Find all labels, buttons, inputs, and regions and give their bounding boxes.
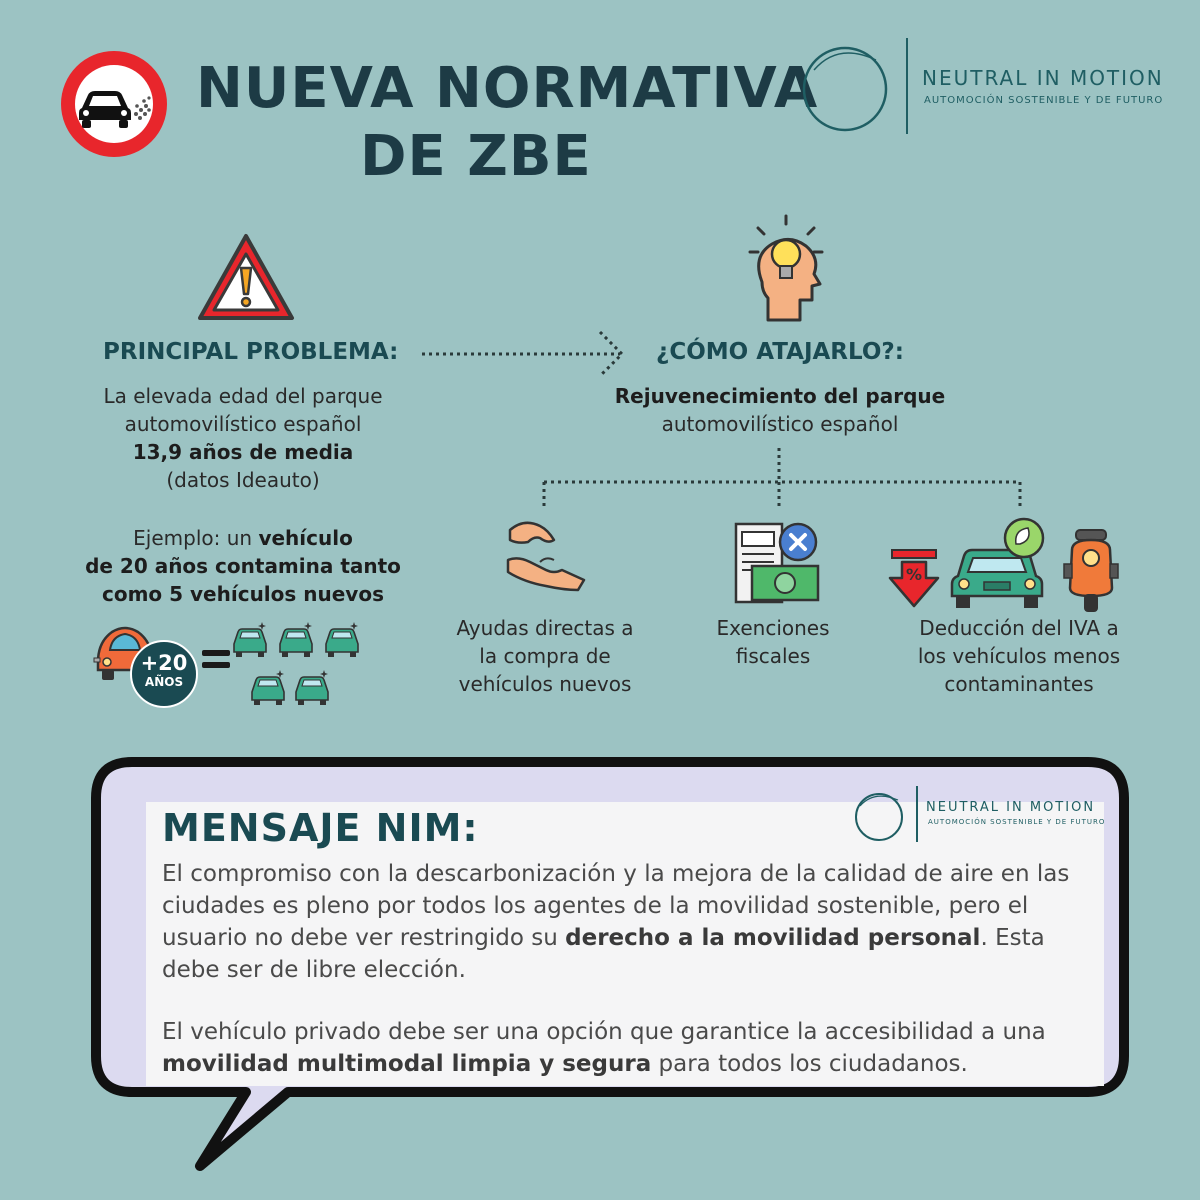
- eco-car-icon: [948, 516, 1050, 612]
- example-line-1: Ejemplo: un vehículo: [133, 526, 353, 550]
- example-line-2: de 20 años contamina tanto: [85, 554, 401, 578]
- arrow-right-icon: [420, 328, 630, 380]
- message-paragraph-2: El vehículo privado debe ser una opción que garantice la accesibilidad a una movilidad multimodal limpia y segura para todos los ciudadanos.: [162, 1019, 1046, 1077]
- problem-average-age: 13,9 años de media: [132, 440, 354, 464]
- helping-hands-icon: [500, 516, 594, 594]
- new-car-icon: [234, 622, 266, 657]
- brand-name: NEUTRAL IN MOTION: [922, 66, 1164, 90]
- idea-head-icon: [744, 212, 828, 324]
- message-brand-tagline: AUTOMOCIÓN SOSTENIBLE Y DE FUTURO: [928, 818, 1106, 826]
- message-brand-logo-icon: [852, 788, 908, 844]
- solution-item-vat-deduction: Deducción del IVA a los vehículos menos contaminantes: [917, 616, 1121, 696]
- message-heading: MENSAJE NIM:: [162, 806, 479, 850]
- brand-divider: [906, 38, 908, 134]
- new-car-icon: [296, 670, 328, 705]
- brand-tagline: AUTOMOCIÓN SOSTENIBLE Y DE FUTURO: [924, 95, 1164, 106]
- no-polluting-vehicles-sign-icon: [58, 48, 170, 160]
- scooter-icon: [1060, 528, 1122, 614]
- problem-description: [80, 382, 406, 494]
- problem-source: (datos Ideauto): [166, 468, 320, 492]
- page-title-line-2: DE ZBE: [360, 124, 592, 189]
- solution-line-2: automovilístico español: [661, 412, 899, 436]
- problem-example: [60, 524, 426, 608]
- tax-document-icon: [732, 520, 822, 606]
- message-brand-name: NEUTRAL IN MOTION: [926, 800, 1096, 815]
- svg-text:%: %: [905, 565, 923, 584]
- message-paragraph-1: El compromiso con la descarbonización y la mejora de la calidad de aire en las ciudades es pleno por todos los agentes de la movilidad sostenible, pero el usuario no debe ver restringido su derecho a la movilidad personal. Esta debe ser de libre elección.: [162, 861, 1070, 983]
- age-badge-number: +20: [140, 651, 188, 675]
- problem-line-2: automovilístico español: [124, 412, 362, 436]
- age-badge-unit: AÑOS: [144, 675, 184, 689]
- message-brand-divider: [916, 786, 918, 842]
- solution-item-tax-exemptions: Exenciones fiscales: [716, 616, 830, 668]
- warning-icon: [196, 232, 296, 324]
- solution-line-1: Rejuvenecimiento del parque: [614, 384, 946, 408]
- equals-sign: [202, 650, 230, 672]
- problem-line-1: La elevada edad del parque: [103, 384, 383, 408]
- solution-item-direct-aid: Ayudas directas a la compra de vehículos nuevos: [456, 616, 634, 696]
- problem-heading: PRINCIPAL PROBLEMA:: [103, 339, 399, 365]
- solution-heading: ¿CÓMO ATAJARLO?:: [656, 339, 904, 365]
- page-title-line-1: NUEVA NORMATIVA: [196, 56, 819, 121]
- new-car-icon: [252, 670, 284, 705]
- new-car-icon: [280, 622, 312, 657]
- example-line-3: como 5 vehículos nuevos: [102, 582, 384, 606]
- age-badge: [130, 640, 198, 708]
- new-car-icon: [326, 622, 358, 657]
- tree-connector: [536, 446, 1028, 512]
- solution-description: [590, 382, 970, 438]
- brand-circle-logo-icon: [798, 40, 894, 136]
- discount-down-arrow-icon: [888, 548, 940, 610]
- new-cars-group: [232, 618, 366, 710]
